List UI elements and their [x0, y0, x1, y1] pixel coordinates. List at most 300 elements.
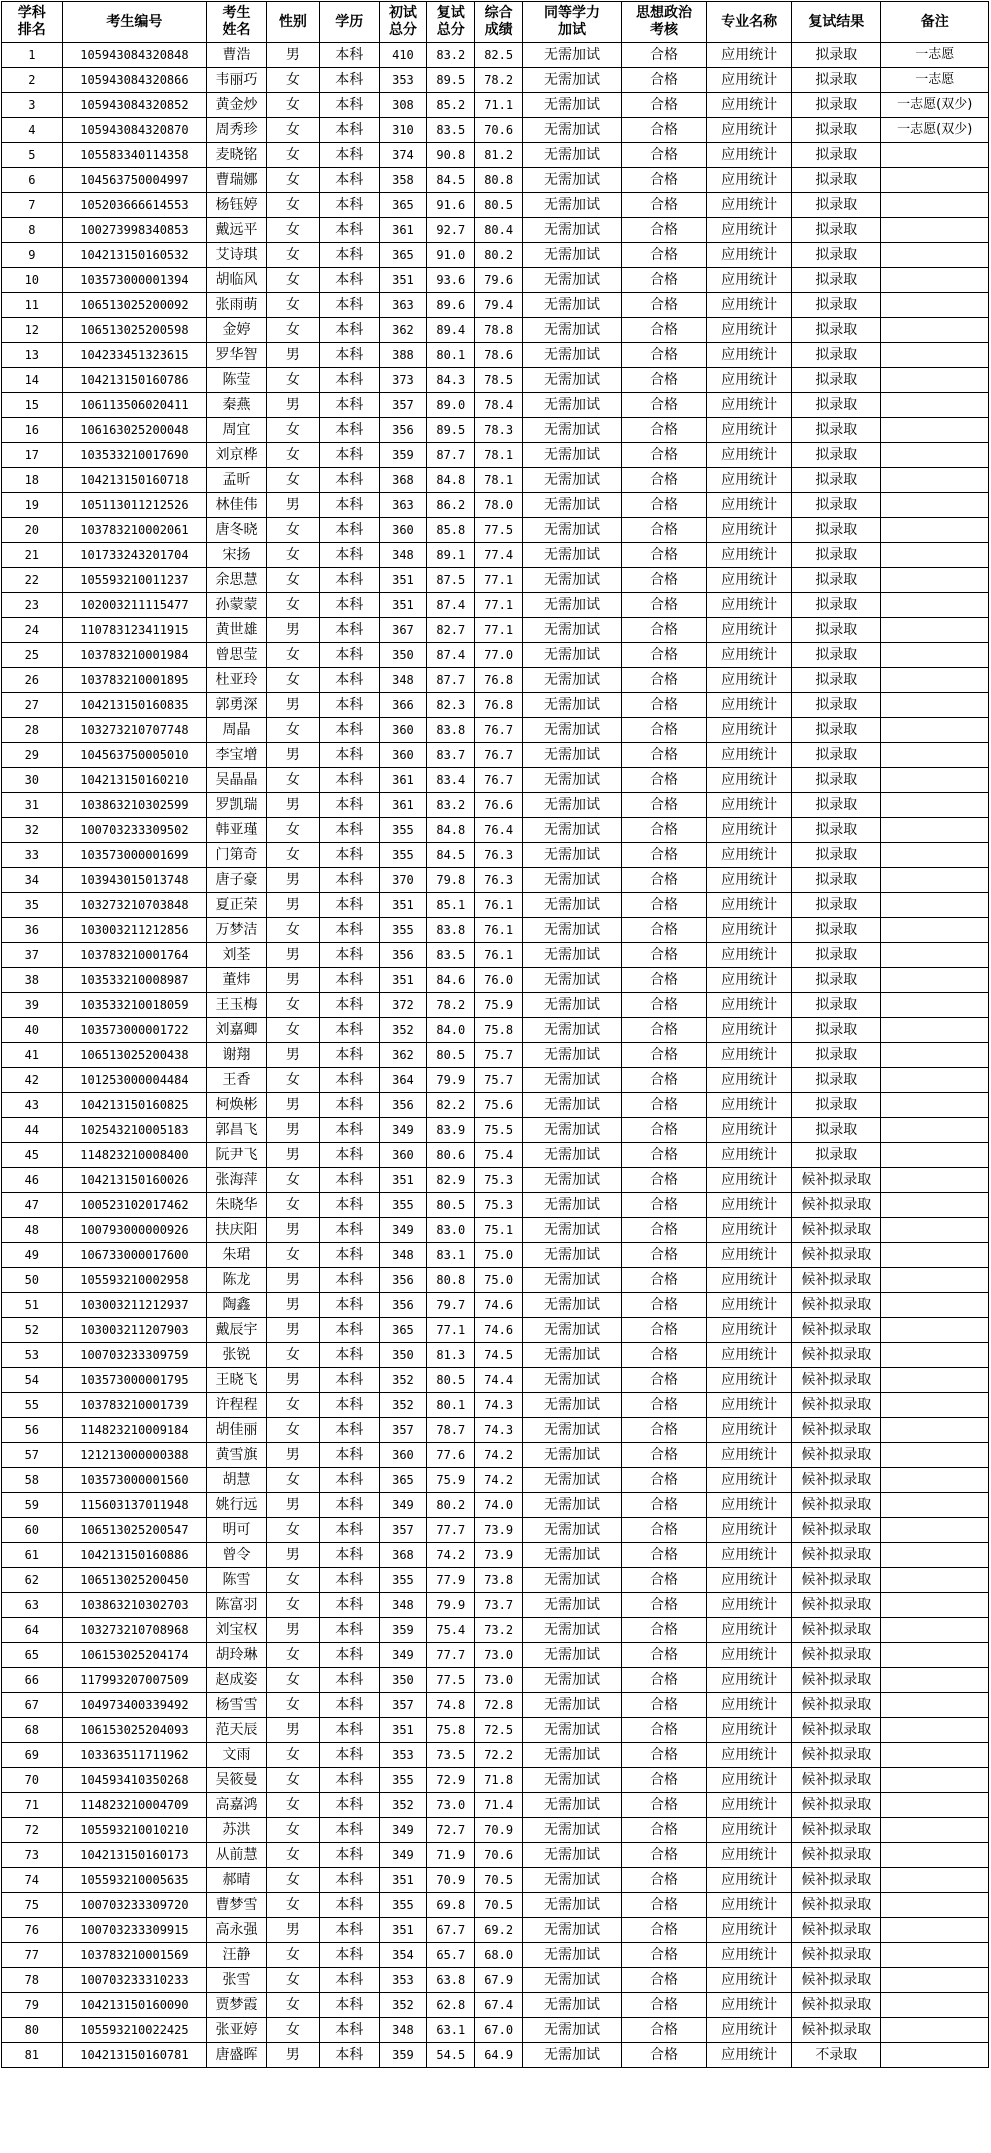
retest-result-cell: 候补拟录取 — [792, 1768, 881, 1793]
rank-cell: 42 — [2, 1068, 63, 1093]
political-review-cell: 合格 — [622, 943, 707, 968]
remark-cell — [881, 568, 989, 593]
gender-cell: 女 — [266, 818, 319, 843]
equivalent-exam-cell: 无需加试 — [523, 1293, 622, 1318]
political-review-cell: 合格 — [622, 1068, 707, 1093]
prelim-score-cell: 356 — [379, 418, 427, 443]
remark-cell — [881, 1518, 989, 1543]
overall-score-cell: 79.4 — [475, 293, 523, 318]
political-review-cell: 合格 — [622, 1143, 707, 1168]
equivalent-exam-cell: 无需加试 — [523, 1318, 622, 1343]
equivalent-exam-cell: 无需加试 — [523, 1768, 622, 1793]
exam-id-cell: 103533210017690 — [62, 443, 207, 468]
equivalent-exam-header — [523, 2, 622, 43]
admission-results-table — [1, 1, 989, 2068]
equivalent-exam-cell: 无需加试 — [523, 1443, 622, 1468]
name-cell: 黄世雄 — [207, 618, 267, 643]
overall-score-cell: 68.0 — [475, 1943, 523, 1968]
rank-cell: 5 — [2, 143, 63, 168]
overall-score-cell: 82.5 — [475, 43, 523, 68]
table-row — [2, 418, 989, 443]
table-row — [2, 1418, 989, 1443]
rank-cell: 26 — [2, 668, 63, 693]
name-cell: 刘宝权 — [207, 1618, 267, 1643]
gender-cell: 男 — [266, 1543, 319, 1568]
remark-cell — [881, 1868, 989, 1893]
rank-cell: 45 — [2, 1143, 63, 1168]
name-cell: 夏正荣 — [207, 893, 267, 918]
gender-cell: 女 — [266, 1518, 319, 1543]
gender-cell: 女 — [266, 918, 319, 943]
header-text: 加试 — [558, 22, 587, 38]
prelim-score-cell: 372 — [379, 993, 427, 1018]
overall-score-cell: 74.5 — [475, 1343, 523, 1368]
remark-cell — [881, 818, 989, 843]
retest-result-cell: 拟录取 — [792, 618, 881, 643]
table-row — [2, 468, 989, 493]
table-row — [2, 1118, 989, 1143]
exam-id-cell: 103783210001569 — [62, 1943, 207, 1968]
major-cell: 应用统计 — [707, 493, 792, 518]
header-text: 初试 — [388, 5, 417, 21]
remark-cell — [881, 1893, 989, 1918]
name-cell: 金婷 — [207, 318, 267, 343]
education-cell: 本科 — [319, 468, 379, 493]
equivalent-exam-cell: 无需加试 — [523, 993, 622, 1018]
gender-cell: 女 — [266, 1868, 319, 1893]
retest-result-cell: 候补拟录取 — [792, 1468, 881, 1493]
exam-id-header — [62, 2, 207, 43]
remark-cell — [881, 343, 989, 368]
equivalent-exam-cell: 无需加试 — [523, 1268, 622, 1293]
prelim-score-cell: 355 — [379, 843, 427, 868]
name-cell: 范天辰 — [207, 1718, 267, 1743]
name-cell: 黄金炒 — [207, 93, 267, 118]
retest-score-cell: 91.0 — [427, 243, 475, 268]
exam-id-cell: 103273210707748 — [62, 718, 207, 743]
education-cell: 本科 — [319, 1543, 379, 1568]
prelim-score-cell: 357 — [379, 1518, 427, 1543]
table-row — [2, 1168, 989, 1193]
rank-cell: 16 — [2, 418, 63, 443]
table-row — [2, 1343, 989, 1368]
retest-score-cell: 83.2 — [427, 793, 475, 818]
exam-id-cell: 103783210001764 — [62, 943, 207, 968]
education-cell: 本科 — [319, 1718, 379, 1743]
gender-cell: 男 — [266, 1093, 319, 1118]
political-review-cell: 合格 — [622, 1393, 707, 1418]
education-cell: 本科 — [319, 493, 379, 518]
table-row — [2, 1968, 989, 1993]
retest-result-cell: 拟录取 — [792, 418, 881, 443]
education-cell: 本科 — [319, 43, 379, 68]
equivalent-exam-cell: 无需加试 — [523, 1743, 622, 1768]
prelim-score-cell: 360 — [379, 1443, 427, 1468]
retest-score-cell: 84.8 — [427, 468, 475, 493]
remark-cell: 一志愿 — [881, 68, 989, 93]
equivalent-exam-cell: 无需加试 — [523, 1543, 622, 1568]
education-cell: 本科 — [319, 768, 379, 793]
gender-cell: 女 — [266, 293, 319, 318]
prelim-score-cell: 348 — [379, 543, 427, 568]
gender-cell: 男 — [266, 968, 319, 993]
remark-cell — [881, 1443, 989, 1468]
rank-header — [2, 2, 63, 43]
overall-score-cell: 78.6 — [475, 343, 523, 368]
remark-cell — [881, 668, 989, 693]
overall-score-cell: 67.0 — [475, 2018, 523, 2043]
remark-cell — [881, 1243, 989, 1268]
retest-score-cell: 84.8 — [427, 818, 475, 843]
equivalent-exam-cell: 无需加试 — [523, 1368, 622, 1393]
major-cell: 应用统计 — [707, 93, 792, 118]
overall-score-cell: 76.6 — [475, 793, 523, 818]
exam-id-cell: 103003211212856 — [62, 918, 207, 943]
prelim-score-cell: 350 — [379, 1343, 427, 1368]
overall-score-cell: 73.0 — [475, 1668, 523, 1693]
name-cell: 胡慧 — [207, 1468, 267, 1493]
name-cell: 罗华智 — [207, 343, 267, 368]
rank-cell: 72 — [2, 1818, 63, 1843]
major-cell: 应用统计 — [707, 968, 792, 993]
major-cell: 应用统计 — [707, 1343, 792, 1368]
major-cell: 应用统计 — [707, 918, 792, 943]
overall-score-cell: 78.2 — [475, 68, 523, 93]
major-cell: 应用统计 — [707, 318, 792, 343]
retest-score-cell: 78.2 — [427, 993, 475, 1018]
retest-result-cell: 拟录取 — [792, 1068, 881, 1093]
name-cell: 刘京桦 — [207, 443, 267, 468]
name-cell: 余思慧 — [207, 568, 267, 593]
equivalent-exam-cell: 无需加试 — [523, 1518, 622, 1543]
exam-id-cell: 105583340114358 — [62, 143, 207, 168]
major-cell: 应用统计 — [707, 518, 792, 543]
name-cell: 朱珺 — [207, 1243, 267, 1268]
rank-cell: 75 — [2, 1893, 63, 1918]
major-cell: 应用统计 — [707, 818, 792, 843]
education-cell: 本科 — [319, 918, 379, 943]
retest-result-cell: 候补拟录取 — [792, 1243, 881, 1268]
retest-score-cell: 83.1 — [427, 1243, 475, 1268]
exam-id-cell: 106153025204174 — [62, 1643, 207, 1668]
education-cell: 本科 — [319, 1593, 379, 1618]
rank-cell: 1 — [2, 43, 63, 68]
table-row — [2, 968, 989, 993]
education-cell: 本科 — [319, 1693, 379, 1718]
overall-score-cell: 76.1 — [475, 893, 523, 918]
major-cell: 应用统计 — [707, 1393, 792, 1418]
rank-cell: 65 — [2, 1643, 63, 1668]
retest-score-cell: 72.9 — [427, 1768, 475, 1793]
equivalent-exam-cell: 无需加试 — [523, 1068, 622, 1093]
remark-cell — [881, 1393, 989, 1418]
retest-score-cell: 79.9 — [427, 1593, 475, 1618]
retest-result-cell: 拟录取 — [792, 68, 881, 93]
prelim-score-cell: 362 — [379, 318, 427, 343]
name-cell: 郝晴 — [207, 1868, 267, 1893]
table-row — [2, 1193, 989, 1218]
education-cell: 本科 — [319, 2018, 379, 2043]
gender-cell: 男 — [266, 2043, 319, 2068]
equivalent-exam-cell: 无需加试 — [523, 118, 622, 143]
retest-result-cell: 拟录取 — [792, 643, 881, 668]
retest-result-cell: 拟录取 — [792, 993, 881, 1018]
prelim-score-cell: 348 — [379, 1593, 427, 1618]
table-row — [2, 893, 989, 918]
political-review-cell: 合格 — [622, 1718, 707, 1743]
retest-score-cell: 73.0 — [427, 1793, 475, 1818]
exam-id-cell: 121213000000388 — [62, 1443, 207, 1468]
overall-score-cell: 80.2 — [475, 243, 523, 268]
equivalent-exam-cell: 无需加试 — [523, 1593, 622, 1618]
major-cell: 应用统计 — [707, 668, 792, 693]
retest-score-cell: 89.5 — [427, 418, 475, 443]
table-row — [2, 943, 989, 968]
education-cell: 本科 — [319, 1393, 379, 1418]
overall-score-cell: 75.8 — [475, 1018, 523, 1043]
overall-score-cell: 77.0 — [475, 643, 523, 668]
major-cell: 应用统计 — [707, 1368, 792, 1393]
rank-cell: 76 — [2, 1918, 63, 1943]
retest-result-cell: 候补拟录取 — [792, 1393, 881, 1418]
table-row — [2, 293, 989, 318]
equivalent-exam-cell: 无需加试 — [523, 818, 622, 843]
name-cell: 杨钰婷 — [207, 193, 267, 218]
retest-score-cell: 83.4 — [427, 768, 475, 793]
major-cell: 应用统计 — [707, 943, 792, 968]
equivalent-exam-cell: 无需加试 — [523, 43, 622, 68]
equivalent-exam-cell: 无需加试 — [523, 218, 622, 243]
overall-score-cell: 70.5 — [475, 1868, 523, 1893]
name-cell: 周秀珍 — [207, 118, 267, 143]
retest-result-cell: 拟录取 — [792, 93, 881, 118]
gender-cell: 女 — [266, 1643, 319, 1668]
rank-cell: 35 — [2, 893, 63, 918]
education-cell: 本科 — [319, 718, 379, 743]
rank-cell: 79 — [2, 1993, 63, 2018]
education-cell: 本科 — [319, 1443, 379, 1468]
rank-cell: 41 — [2, 1043, 63, 1068]
exam-id-cell: 104213150160173 — [62, 1843, 207, 1868]
equivalent-exam-cell: 无需加试 — [523, 268, 622, 293]
retest-result-cell: 拟录取 — [792, 343, 881, 368]
education-cell: 本科 — [319, 1418, 379, 1443]
overall-score-cell: 75.7 — [475, 1043, 523, 1068]
political-review-cell: 合格 — [622, 1668, 707, 1693]
exam-id-cell: 105593210005635 — [62, 1868, 207, 1893]
table-row — [2, 718, 989, 743]
retest-result-cell: 拟录取 — [792, 218, 881, 243]
gender-cell: 女 — [266, 1668, 319, 1693]
prelim-score-cell: 355 — [379, 1193, 427, 1218]
exam-id-cell: 102003211115477 — [62, 593, 207, 618]
name-cell: 张锐 — [207, 1343, 267, 1368]
table-row — [2, 1218, 989, 1243]
exam-id-cell: 100273998340853 — [62, 218, 207, 243]
overall-score-cell: 78.0 — [475, 493, 523, 518]
rank-cell: 37 — [2, 943, 63, 968]
name-cell: 明可 — [207, 1518, 267, 1543]
political-review-cell: 合格 — [622, 168, 707, 193]
gender-cell: 女 — [266, 1793, 319, 1818]
remark-cell — [881, 1018, 989, 1043]
prelim-score-cell: 352 — [379, 1393, 427, 1418]
political-review-cell: 合格 — [622, 1993, 707, 2018]
exam-id-cell: 103783210001984 — [62, 643, 207, 668]
major-cell: 应用统计 — [707, 543, 792, 568]
retest-score-cell: 85.1 — [427, 893, 475, 918]
table-row — [2, 1068, 989, 1093]
name-cell: 朱晓华 — [207, 1193, 267, 1218]
political-review-cell: 合格 — [622, 318, 707, 343]
table-row — [2, 1693, 989, 1718]
retest-score-cell: 82.7 — [427, 618, 475, 643]
remark-cell — [881, 1793, 989, 1818]
retest-result-cell: 候补拟录取 — [792, 1943, 881, 1968]
overall-score-cell: 75.7 — [475, 1068, 523, 1093]
retest-result-cell: 拟录取 — [792, 468, 881, 493]
retest-result-cell: 候补拟录取 — [792, 1268, 881, 1293]
remark-cell — [881, 418, 989, 443]
remark-cell — [881, 293, 989, 318]
table-row — [2, 743, 989, 768]
header-text: 姓名 — [222, 22, 251, 38]
prelim-score-cell: 363 — [379, 293, 427, 318]
gender-cell: 男 — [266, 618, 319, 643]
major-cell: 应用统计 — [707, 1018, 792, 1043]
major-cell: 应用统计 — [707, 68, 792, 93]
retest-result-cell: 拟录取 — [792, 543, 881, 568]
overall-score-cell: 78.5 — [475, 368, 523, 393]
retest-score-cell: 89.5 — [427, 68, 475, 93]
prelim-score-cell: 356 — [379, 1268, 427, 1293]
retest-score-cell: 71.9 — [427, 1843, 475, 1868]
name-cell: 李宝增 — [207, 743, 267, 768]
education-cell: 本科 — [319, 2043, 379, 2068]
major-cell: 应用统计 — [707, 893, 792, 918]
equivalent-exam-cell: 无需加试 — [523, 1943, 622, 1968]
prelim-score-cell: 364 — [379, 1068, 427, 1093]
education-cell: 本科 — [319, 1893, 379, 1918]
equivalent-exam-cell: 无需加试 — [523, 243, 622, 268]
education-cell: 本科 — [319, 168, 379, 193]
major-cell: 应用统计 — [707, 1418, 792, 1443]
retest-score-cell: 89.6 — [427, 293, 475, 318]
rank-cell: 33 — [2, 843, 63, 868]
retest-result-cell: 候补拟录取 — [792, 1668, 881, 1693]
exam-id-cell: 105943084320852 — [62, 93, 207, 118]
major-cell: 应用统计 — [707, 1993, 792, 2018]
retest-score-cell: 93.6 — [427, 268, 475, 293]
education-cell: 本科 — [319, 243, 379, 268]
political-review-cell: 合格 — [622, 543, 707, 568]
equivalent-exam-cell: 无需加试 — [523, 2018, 622, 2043]
remark-cell — [881, 1318, 989, 1343]
overall-score-cell: 78.1 — [475, 443, 523, 468]
name-cell: 杨雪雪 — [207, 1693, 267, 1718]
remark-cell — [881, 743, 989, 768]
rank-cell: 24 — [2, 618, 63, 643]
exam-id-cell: 103573000001560 — [62, 1468, 207, 1493]
education-cell: 本科 — [319, 568, 379, 593]
overall-score-cell: 75.3 — [475, 1168, 523, 1193]
exam-id-cell: 105593210011237 — [62, 568, 207, 593]
table-row — [2, 1268, 989, 1293]
political-review-cell: 合格 — [622, 1943, 707, 1968]
table-row — [2, 693, 989, 718]
exam-id-cell: 100793000000926 — [62, 1218, 207, 1243]
retest-score-cell: 89.1 — [427, 543, 475, 568]
prelim-score-cell: 351 — [379, 1868, 427, 1893]
retest-result-cell: 拟录取 — [792, 318, 881, 343]
remark-cell — [881, 1493, 989, 1518]
exam-id-cell: 106153025204093 — [62, 1718, 207, 1743]
remark-cell — [881, 1643, 989, 1668]
prelim-score-cell: 351 — [379, 1718, 427, 1743]
major-cell: 应用统计 — [707, 1843, 792, 1868]
education-cell: 本科 — [319, 518, 379, 543]
education-cell: 本科 — [319, 1043, 379, 1068]
name-cell: 罗凯瑞 — [207, 793, 267, 818]
name-cell: 唐子豪 — [207, 868, 267, 893]
remark-cell — [881, 1193, 989, 1218]
major-cell: 应用统计 — [707, 43, 792, 68]
education-cell: 本科 — [319, 1668, 379, 1693]
education-cell: 本科 — [319, 1368, 379, 1393]
education-cell: 本科 — [319, 993, 379, 1018]
retest-result-cell: 候补拟录取 — [792, 2018, 881, 2043]
table-row — [2, 1893, 989, 1918]
overall-score-cell: 80.4 — [475, 218, 523, 243]
name-cell: 曾令 — [207, 1543, 267, 1568]
remark-cell — [881, 1543, 989, 1568]
political-review-cell: 合格 — [622, 1693, 707, 1718]
remark-cell — [881, 1843, 989, 1868]
table-row — [2, 818, 989, 843]
retest-score-cell: 80.5 — [427, 1193, 475, 1218]
prelim-score-cell: 357 — [379, 1418, 427, 1443]
retest-result-cell: 候补拟录取 — [792, 1643, 881, 1668]
rank-cell: 19 — [2, 493, 63, 518]
retest-result-cell: 拟录取 — [792, 493, 881, 518]
exam-id-cell: 104213150160786 — [62, 368, 207, 393]
major-cell: 应用统计 — [707, 143, 792, 168]
remark-cell — [881, 2018, 989, 2043]
gender-cell: 女 — [266, 168, 319, 193]
remark-cell — [881, 493, 989, 518]
education-cell: 本科 — [319, 1243, 379, 1268]
retest-score-cell: 63.1 — [427, 2018, 475, 2043]
remark-header — [881, 2, 989, 43]
rank-cell: 78 — [2, 1968, 63, 1993]
retest-result-cell: 拟录取 — [792, 768, 881, 793]
education-cell: 本科 — [319, 618, 379, 643]
major-cell: 应用统计 — [707, 218, 792, 243]
political-review-cell: 合格 — [622, 118, 707, 143]
retest-score-cell: 80.5 — [427, 1043, 475, 1068]
education-cell: 本科 — [319, 318, 379, 343]
gender-cell: 女 — [266, 443, 319, 468]
equivalent-exam-cell: 无需加试 — [523, 468, 622, 493]
retest-result-cell: 拟录取 — [792, 568, 881, 593]
education-cell: 本科 — [319, 1318, 379, 1343]
equivalent-exam-cell: 无需加试 — [523, 1343, 622, 1368]
education-cell: 本科 — [319, 1293, 379, 1318]
rank-cell: 52 — [2, 1318, 63, 1343]
remark-cell — [881, 193, 989, 218]
political-review-cell: 合格 — [622, 918, 707, 943]
equivalent-exam-cell: 无需加试 — [523, 318, 622, 343]
